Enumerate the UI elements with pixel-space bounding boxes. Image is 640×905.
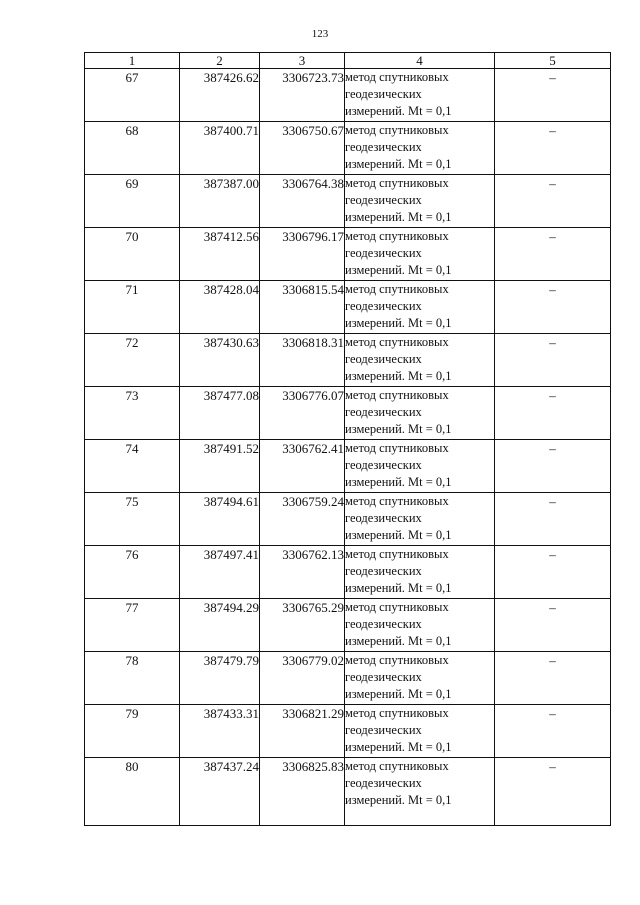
- header-col-3: 3: [260, 53, 345, 69]
- y-coordinate-cell: 3306764.38: [260, 175, 345, 228]
- y-coordinate-cell: 3306776.07: [260, 387, 345, 440]
- point-number-cell: 72: [85, 334, 180, 387]
- method-cell: [345, 705, 495, 758]
- page-number: 123: [311, 28, 329, 40]
- method-cell: [345, 758, 495, 826]
- table-row: [85, 334, 611, 387]
- table-row: [85, 546, 611, 599]
- point-number-cell: 69: [85, 175, 180, 228]
- table-row: [85, 440, 611, 493]
- method-cell: [345, 175, 495, 228]
- table-row: [85, 758, 611, 826]
- method-cell: [345, 599, 495, 652]
- coordinates-table: [84, 52, 611, 826]
- table-row: [85, 599, 611, 652]
- x-coordinate-cell: 387428.04: [180, 281, 260, 334]
- y-coordinate-cell: 3306818.31: [260, 334, 345, 387]
- y-coordinate-cell: 3306762.41: [260, 440, 345, 493]
- header-col-5: 5: [495, 53, 611, 69]
- x-coordinate-cell: 387479.79: [180, 652, 260, 705]
- method-line: геодезических: [345, 670, 422, 684]
- point-number-cell: 76: [85, 546, 180, 599]
- y-coordinate-cell: 3306821.29: [260, 705, 345, 758]
- table-row: [85, 69, 611, 122]
- y-coordinate-cell: 3306815.54: [260, 281, 345, 334]
- note-cell: –: [495, 652, 611, 705]
- method-cell: [345, 652, 495, 705]
- x-coordinate-cell: 387400.71: [180, 122, 260, 175]
- method-cell: [345, 228, 495, 281]
- method-line: измерений. Mt = 0,1: [345, 740, 452, 754]
- method-line: измерений. Mt = 0,1: [345, 581, 452, 595]
- point-number-cell: 70: [85, 228, 180, 281]
- note-cell: –: [495, 281, 611, 334]
- method-line: геодезических: [345, 458, 422, 472]
- method-line: метод спутниковых: [345, 335, 449, 349]
- method-line: измерений. Mt = 0,1: [345, 263, 452, 277]
- method-line: измерений. Mt = 0,1: [345, 475, 452, 489]
- x-coordinate-cell: 387494.61: [180, 493, 260, 546]
- table-row: [85, 387, 611, 440]
- x-coordinate-cell: 387430.63: [180, 334, 260, 387]
- point-number-cell: 79: [85, 705, 180, 758]
- method-line: метод спутниковых: [345, 600, 449, 614]
- header-col-4: 4: [345, 53, 495, 69]
- method-line: метод спутниковых: [345, 706, 449, 720]
- note-cell: –: [495, 758, 611, 826]
- method-line: измерений. Mt = 0,1: [345, 422, 452, 436]
- method-cell: [345, 281, 495, 334]
- x-coordinate-cell: 387437.24: [180, 758, 260, 826]
- note-cell: –: [495, 440, 611, 493]
- table-row: [85, 281, 611, 334]
- method-line: метод спутниковых: [345, 70, 449, 84]
- method-line: метод спутниковых: [345, 229, 449, 243]
- method-line: измерений. Mt = 0,1: [345, 104, 452, 118]
- x-coordinate-cell: 387477.08: [180, 387, 260, 440]
- method-line: метод спутниковых: [345, 547, 449, 561]
- header-col-1: 1: [85, 53, 180, 69]
- method-cell: [345, 122, 495, 175]
- method-line: геодезических: [345, 140, 422, 154]
- method-line: метод спутниковых: [345, 123, 449, 137]
- x-coordinate-cell: 387494.29: [180, 599, 260, 652]
- x-coordinate-cell: 387497.41: [180, 546, 260, 599]
- table-row: [85, 122, 611, 175]
- method-cell: [345, 493, 495, 546]
- x-coordinate-cell: 387491.52: [180, 440, 260, 493]
- point-number-cell: 78: [85, 652, 180, 705]
- method-line: геодезических: [345, 723, 422, 737]
- method-line: геодезических: [345, 776, 422, 790]
- y-coordinate-cell: 3306759.24: [260, 493, 345, 546]
- method-line: метод спутниковых: [345, 388, 449, 402]
- method-line: измерений. Mt = 0,1: [345, 316, 452, 330]
- y-coordinate-cell: 3306762.13: [260, 546, 345, 599]
- x-coordinate-cell: 387433.31: [180, 705, 260, 758]
- note-cell: –: [495, 705, 611, 758]
- method-line: измерений. Mt = 0,1: [345, 157, 452, 171]
- note-cell: –: [495, 493, 611, 546]
- note-cell: –: [495, 69, 611, 122]
- table-row: [85, 652, 611, 705]
- table-row: [85, 493, 611, 546]
- method-cell: [345, 546, 495, 599]
- point-number-cell: 77: [85, 599, 180, 652]
- method-line: геодезических: [345, 405, 422, 419]
- method-line: метод спутниковых: [345, 176, 449, 190]
- x-coordinate-cell: 387412.56: [180, 228, 260, 281]
- y-coordinate-cell: 3306765.29: [260, 599, 345, 652]
- y-coordinate-cell: 3306779.02: [260, 652, 345, 705]
- point-number-cell: 71: [85, 281, 180, 334]
- note-cell: –: [495, 546, 611, 599]
- x-coordinate-cell: 387387.00: [180, 175, 260, 228]
- note-cell: –: [495, 175, 611, 228]
- method-line: измерений. Mt = 0,1: [345, 687, 452, 701]
- method-cell: [345, 334, 495, 387]
- note-cell: –: [495, 599, 611, 652]
- method-line: измерений. Mt = 0,1: [345, 634, 452, 648]
- x-coordinate-cell: 387426.62: [180, 69, 260, 122]
- method-line: измерений. Mt = 0,1: [345, 369, 452, 383]
- method-line: геодезических: [345, 299, 422, 313]
- table-row: [85, 175, 611, 228]
- method-line: метод спутниковых: [345, 653, 449, 667]
- method-line: измерений. Mt = 0,1: [345, 210, 452, 224]
- header-row: [85, 53, 611, 69]
- point-number-cell: 75: [85, 493, 180, 546]
- table-row: [85, 705, 611, 758]
- method-line: геодезических: [345, 352, 422, 366]
- point-number-cell: 67: [85, 69, 180, 122]
- method-line: метод спутниковых: [345, 282, 449, 296]
- point-number-cell: 74: [85, 440, 180, 493]
- y-coordinate-cell: 3306825.83: [260, 758, 345, 826]
- header-col-2: 2: [180, 53, 260, 69]
- table-body: [85, 69, 611, 826]
- method-line: геодезических: [345, 617, 422, 631]
- y-coordinate-cell: 3306796.17: [260, 228, 345, 281]
- method-line: метод спутниковых: [345, 494, 449, 508]
- y-coordinate-cell: 3306750.67: [260, 122, 345, 175]
- method-line: измерений. Mt = 0,1: [345, 793, 452, 807]
- point-number-cell: 80: [85, 758, 180, 826]
- note-cell: –: [495, 387, 611, 440]
- note-cell: –: [495, 122, 611, 175]
- method-line: метод спутниковых: [345, 441, 449, 455]
- method-cell: [345, 387, 495, 440]
- method-line: геодезических: [345, 87, 422, 101]
- note-cell: –: [495, 334, 611, 387]
- method-line: измерений. Mt = 0,1: [345, 528, 452, 542]
- method-line: геодезических: [345, 564, 422, 578]
- point-number-cell: 68: [85, 122, 180, 175]
- y-coordinate-cell: 3306723.73: [260, 69, 345, 122]
- method-line: геодезических: [345, 246, 422, 260]
- table-header: [85, 53, 611, 69]
- note-cell: –: [495, 228, 611, 281]
- method-line: метод спутниковых: [345, 759, 449, 773]
- method-cell: [345, 440, 495, 493]
- table-row: [85, 228, 611, 281]
- method-cell: [345, 69, 495, 122]
- method-line: геодезических: [345, 193, 422, 207]
- point-number-cell: 73: [85, 387, 180, 440]
- method-line: геодезических: [345, 511, 422, 525]
